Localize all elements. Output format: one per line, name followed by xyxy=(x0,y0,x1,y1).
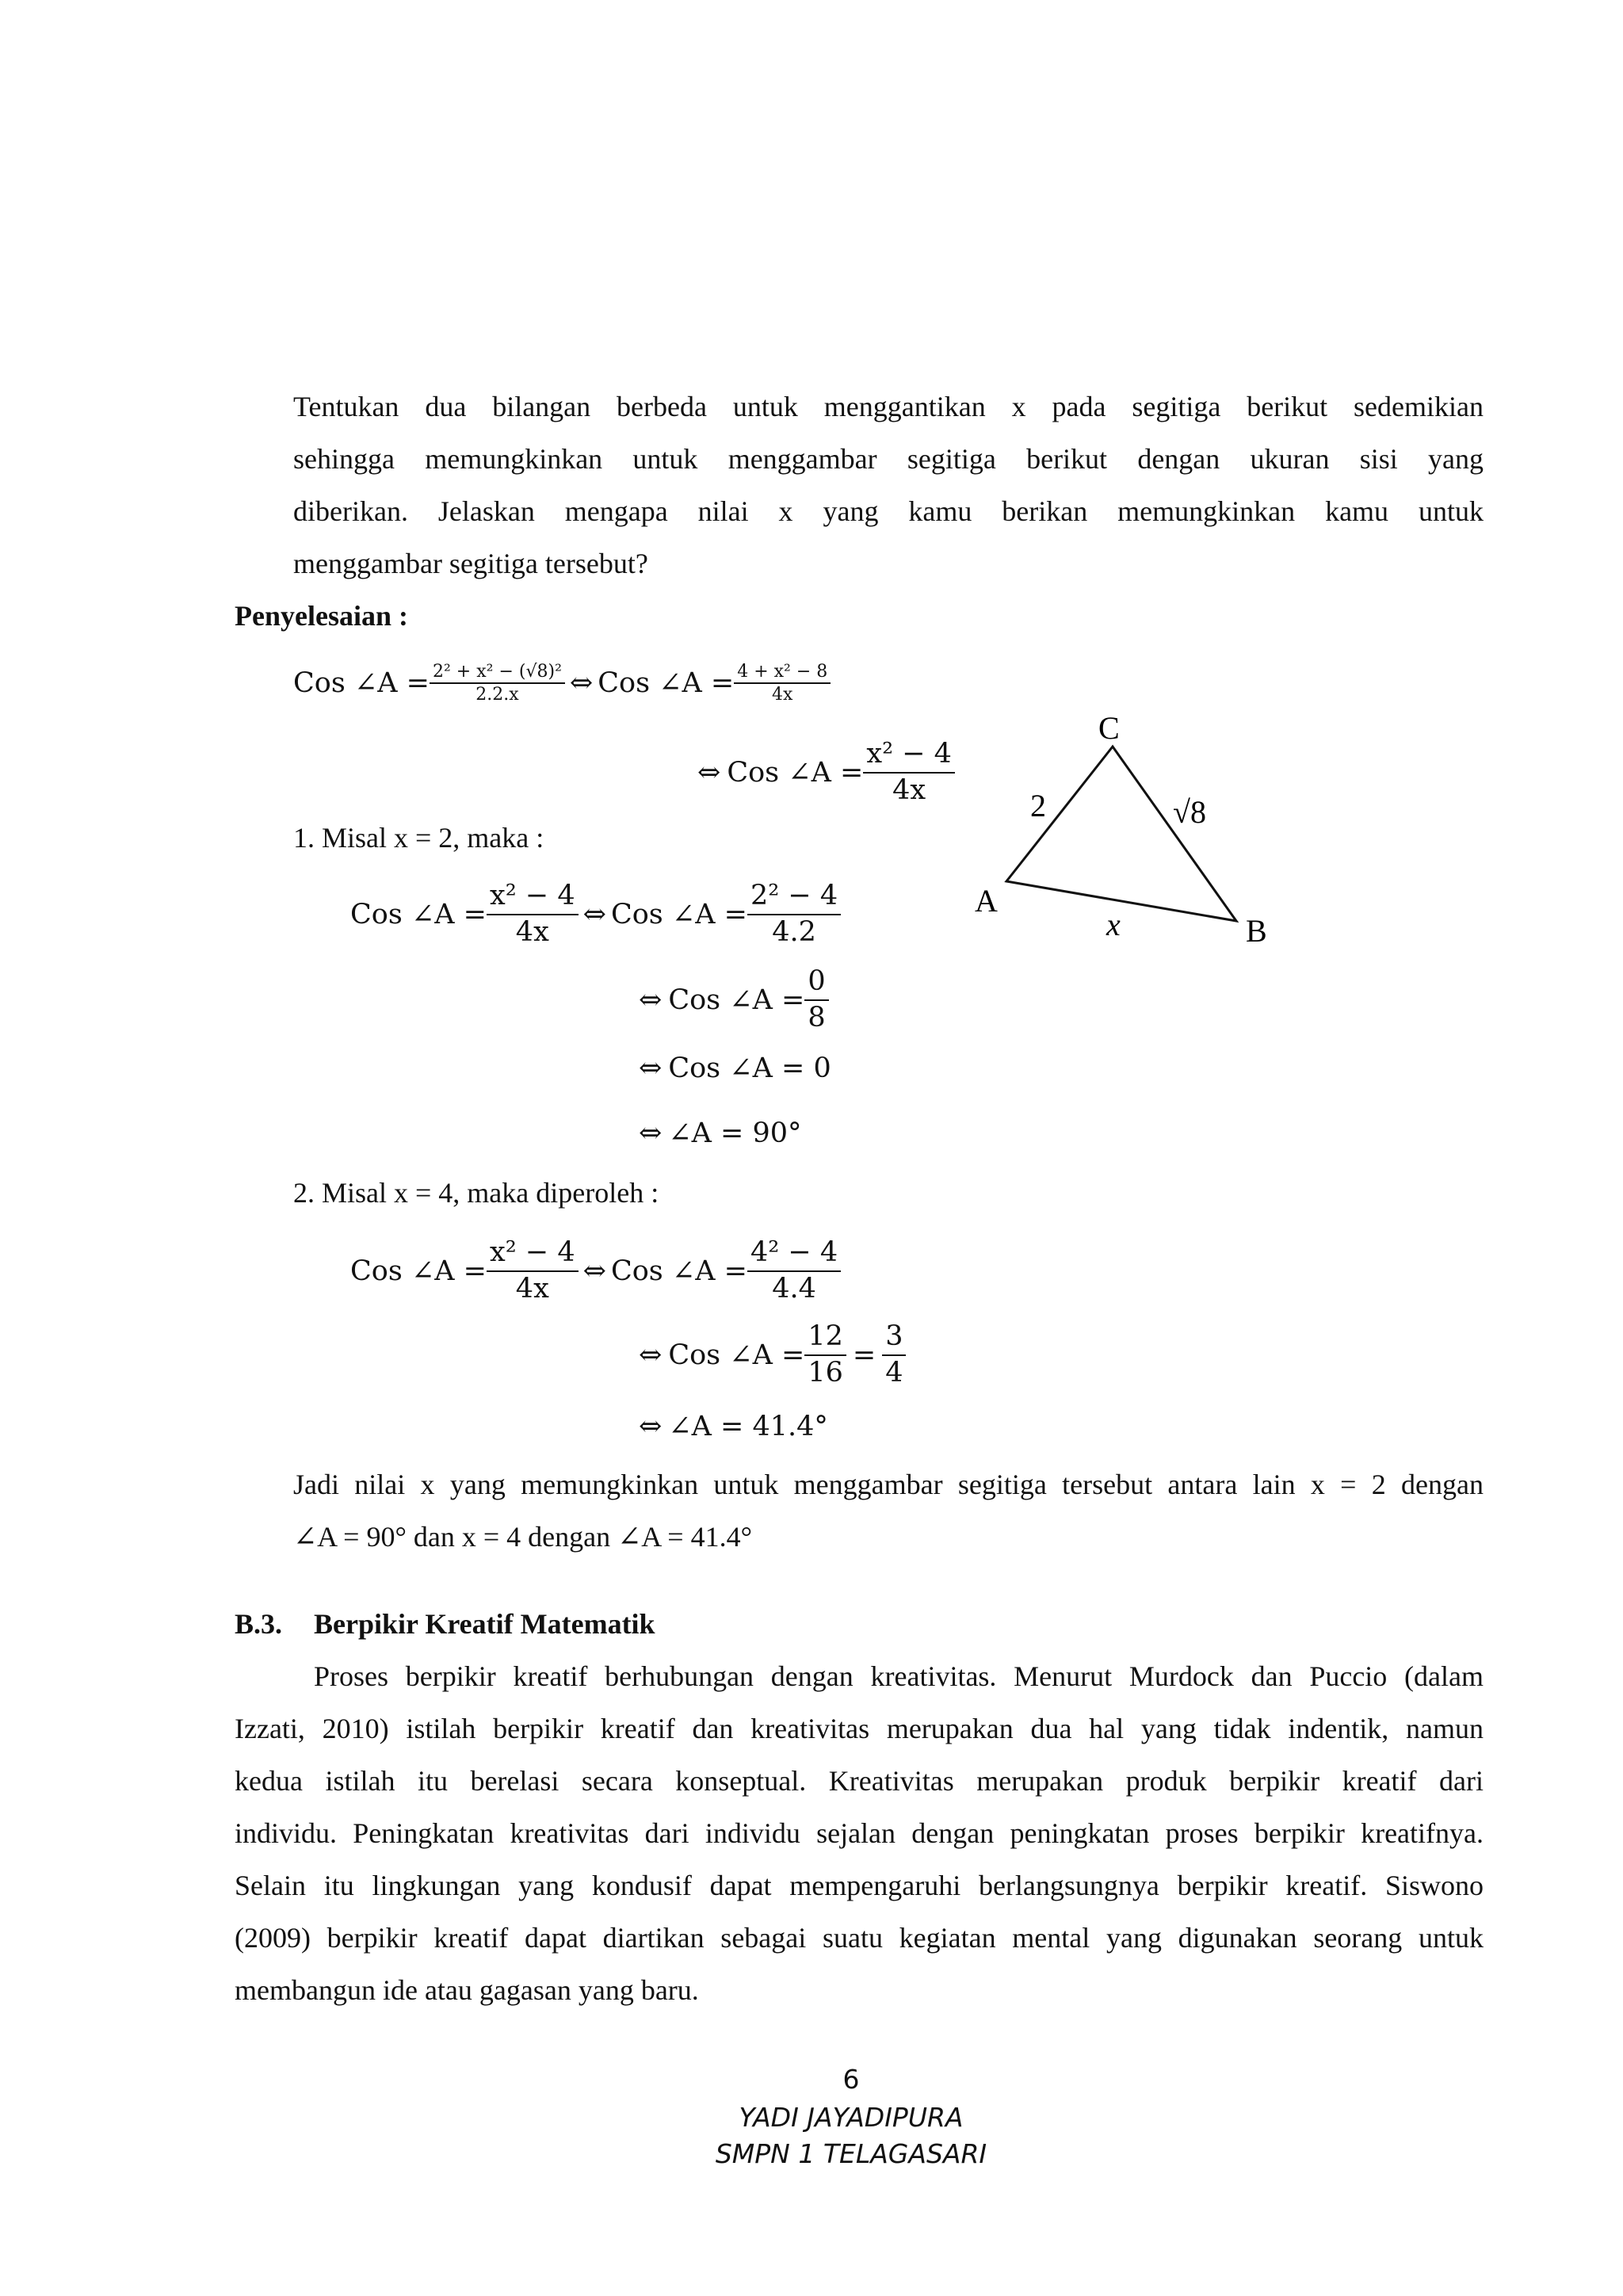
vertex-b-label: B xyxy=(1246,913,1267,949)
paragraph-line-1: Proses berpikir kreatif berhubungan dengan kreativitas. Menurut Murdock dan Puccio (dalam xyxy=(314,1660,1484,1692)
case-1-row-2 xyxy=(639,956,829,1045)
case-1-fraction-1-den: 4x xyxy=(515,916,549,948)
case-1-fraction-3-den: 8 xyxy=(808,1002,826,1033)
formula-row-2 xyxy=(697,729,955,816)
case-2-label: 2. Misal x = 4, maka diperoleh : xyxy=(293,1177,659,1209)
case-2-fraction-3 xyxy=(804,1320,846,1391)
equiv-symbol: ⇔ xyxy=(639,1117,663,1149)
case-2-fraction-4-num: 3 xyxy=(882,1320,906,1356)
section-number: B.3. xyxy=(235,1608,283,1640)
side-ab-label: x xyxy=(1106,907,1121,942)
case-2-fraction-3-den: 16 xyxy=(808,1357,843,1389)
fraction-3-num: x² − 4 xyxy=(863,737,955,774)
case-2-row-2 xyxy=(639,1311,906,1400)
conclusion-line-2: ∠A = 90° dan x = 4 dengan ∠A = 41.4° xyxy=(293,1521,752,1553)
triangle-outline xyxy=(1006,747,1236,921)
fraction-2 xyxy=(734,661,831,706)
vertex-a-label: A xyxy=(975,883,998,919)
case-2-row-3 xyxy=(639,1403,828,1450)
side-cb-label: √8 xyxy=(1173,794,1206,830)
case-1-fraction-2-den: 4.2 xyxy=(772,916,816,948)
fraction-3 xyxy=(863,737,955,808)
paragraph-line-4: individu. Peningkatan kreativitas dari individu sejalan dengan peningkatan proses berpikir kreatifnya. xyxy=(235,1817,1484,1849)
fraction-3-den: 4x xyxy=(892,774,926,806)
case-2-fraction-2-den: 4.4 xyxy=(772,1273,816,1305)
page-number: 6 xyxy=(842,2064,860,2095)
fraction-2-num: 4 + x² − 8 xyxy=(734,661,831,685)
equiv-symbol: ⇔ xyxy=(697,757,721,789)
case-2-fraction-1-num: x² − 4 xyxy=(487,1236,579,1272)
fraction-1-den: 2.2.x xyxy=(475,685,519,705)
case-2-row-1 xyxy=(350,1227,841,1316)
cos-label: Cos ∠A = xyxy=(668,984,805,1016)
case-1-step-3: Cos ∠A = 0 xyxy=(668,1052,831,1084)
cos-label: Cos ∠A = xyxy=(610,899,747,930)
cos-label: Cos ∠A = xyxy=(727,757,864,789)
cos-label: Cos ∠A = xyxy=(350,899,487,930)
equiv-symbol: ⇔ xyxy=(582,1255,606,1287)
triangle-figure xyxy=(951,697,1308,959)
case-1-row-3 xyxy=(639,1045,831,1092)
case-1-step-4: ∠A = 90° xyxy=(668,1117,802,1149)
cos-label: Cos ∠A = xyxy=(293,667,430,699)
case-1-fraction-2-num: 2² − 4 xyxy=(747,879,841,915)
cos-label: Cos ∠A = xyxy=(668,1339,805,1371)
paragraph-line-6: (2009) berpikir kreatif dapat diartikan sebagai suatu kegiatan mental yang digunakan seorang untuk xyxy=(235,1922,1484,1954)
equiv-symbol: ⇔ xyxy=(639,1052,663,1084)
case-2-fraction-4-den: 4 xyxy=(885,1357,903,1389)
cos-label: Cos ∠A = xyxy=(598,667,735,699)
paragraph-line-5: Selain itu lingkungan yang kondusif dapat mempengaruhi berlangsungnya berpikir kreatif. Siswono xyxy=(235,1870,1484,1901)
paragraph-line-7: membangun ide atau gagasan yang baru. xyxy=(235,1974,699,2006)
fraction-1 xyxy=(430,661,565,706)
case-2-fraction-2 xyxy=(747,1236,841,1307)
equals-symbol: = xyxy=(852,1339,876,1371)
problem-line-2: sehingga memungkinkan untuk menggambar segitiga berikut dengan ukuran sisi yang xyxy=(293,443,1484,475)
case-2-fraction-4 xyxy=(882,1320,906,1391)
fraction-1-num: 2² + x² − (√8)² xyxy=(430,661,565,685)
case-1-row-1 xyxy=(350,870,841,959)
problem-line-4: menggambar segitiga tersebut? xyxy=(293,548,648,579)
case-1-fraction-3 xyxy=(804,965,828,1036)
formula-row-1 xyxy=(293,651,831,715)
fraction-2-den: 4x xyxy=(772,685,793,705)
footer-author: YADI JAYADIPURA xyxy=(739,2102,964,2133)
conclusion-line-1: Jadi nilai x yang memungkinkan untuk menggambar segitiga tersebut antara lain x = 2 dengan xyxy=(293,1469,1484,1500)
case-2-fraction-2-num: 4² − 4 xyxy=(747,1236,841,1272)
cos-label: Cos ∠A = xyxy=(350,1255,487,1287)
case-2-fraction-1-den: 4x xyxy=(515,1273,549,1305)
case-1-fraction-2 xyxy=(747,879,841,950)
section-title: Berpikir Kreatif Matematik xyxy=(314,1608,655,1640)
case-2-fraction-1 xyxy=(487,1236,579,1307)
footer-school: SMPN 1 TELAGASARI xyxy=(715,2138,987,2169)
case-1-row-4 xyxy=(639,1110,802,1157)
case-1-fraction-1-num: x² − 4 xyxy=(487,879,579,915)
vertex-c-label: C xyxy=(1098,710,1120,746)
equiv-symbol: ⇔ xyxy=(639,1411,663,1442)
paragraph-line-3: kedua istilah itu berelasi secara konseptual. Kreativitas merupakan produk berpikir kreatif dari xyxy=(235,1765,1484,1797)
equiv-symbol: ⇔ xyxy=(639,1339,663,1371)
equiv-symbol: ⇔ xyxy=(639,984,663,1016)
equiv-symbol: ⇔ xyxy=(569,667,594,699)
case-1-fraction-1 xyxy=(487,879,579,950)
problem-line-1: Tentukan dua bilangan berbeda untuk menggantikan x pada segitiga berikut sedemikian xyxy=(293,391,1484,422)
solution-heading: Penyelesaian : xyxy=(235,600,408,632)
cos-label: Cos ∠A = xyxy=(610,1255,747,1287)
case-2-fraction-3-num: 12 xyxy=(804,1320,846,1356)
paragraph-line-2: Izzati, 2010) istilah berpikir kreatif dan kreativitas merupakan dua hal yang tidak indentik, namun xyxy=(235,1713,1484,1744)
case-2-step-3: ∠A = 41.4° xyxy=(668,1411,828,1442)
equiv-symbol: ⇔ xyxy=(582,899,606,930)
case-1-fraction-3-num: 0 xyxy=(804,965,828,1001)
problem-line-3: diberikan. Jelaskan mengapa nilai x yang kamu berikan memungkinkan kamu untuk xyxy=(293,495,1484,527)
side-ac-label: 2 xyxy=(1030,788,1046,823)
case-1-label: 1. Misal x = 2, maka : xyxy=(293,822,544,854)
